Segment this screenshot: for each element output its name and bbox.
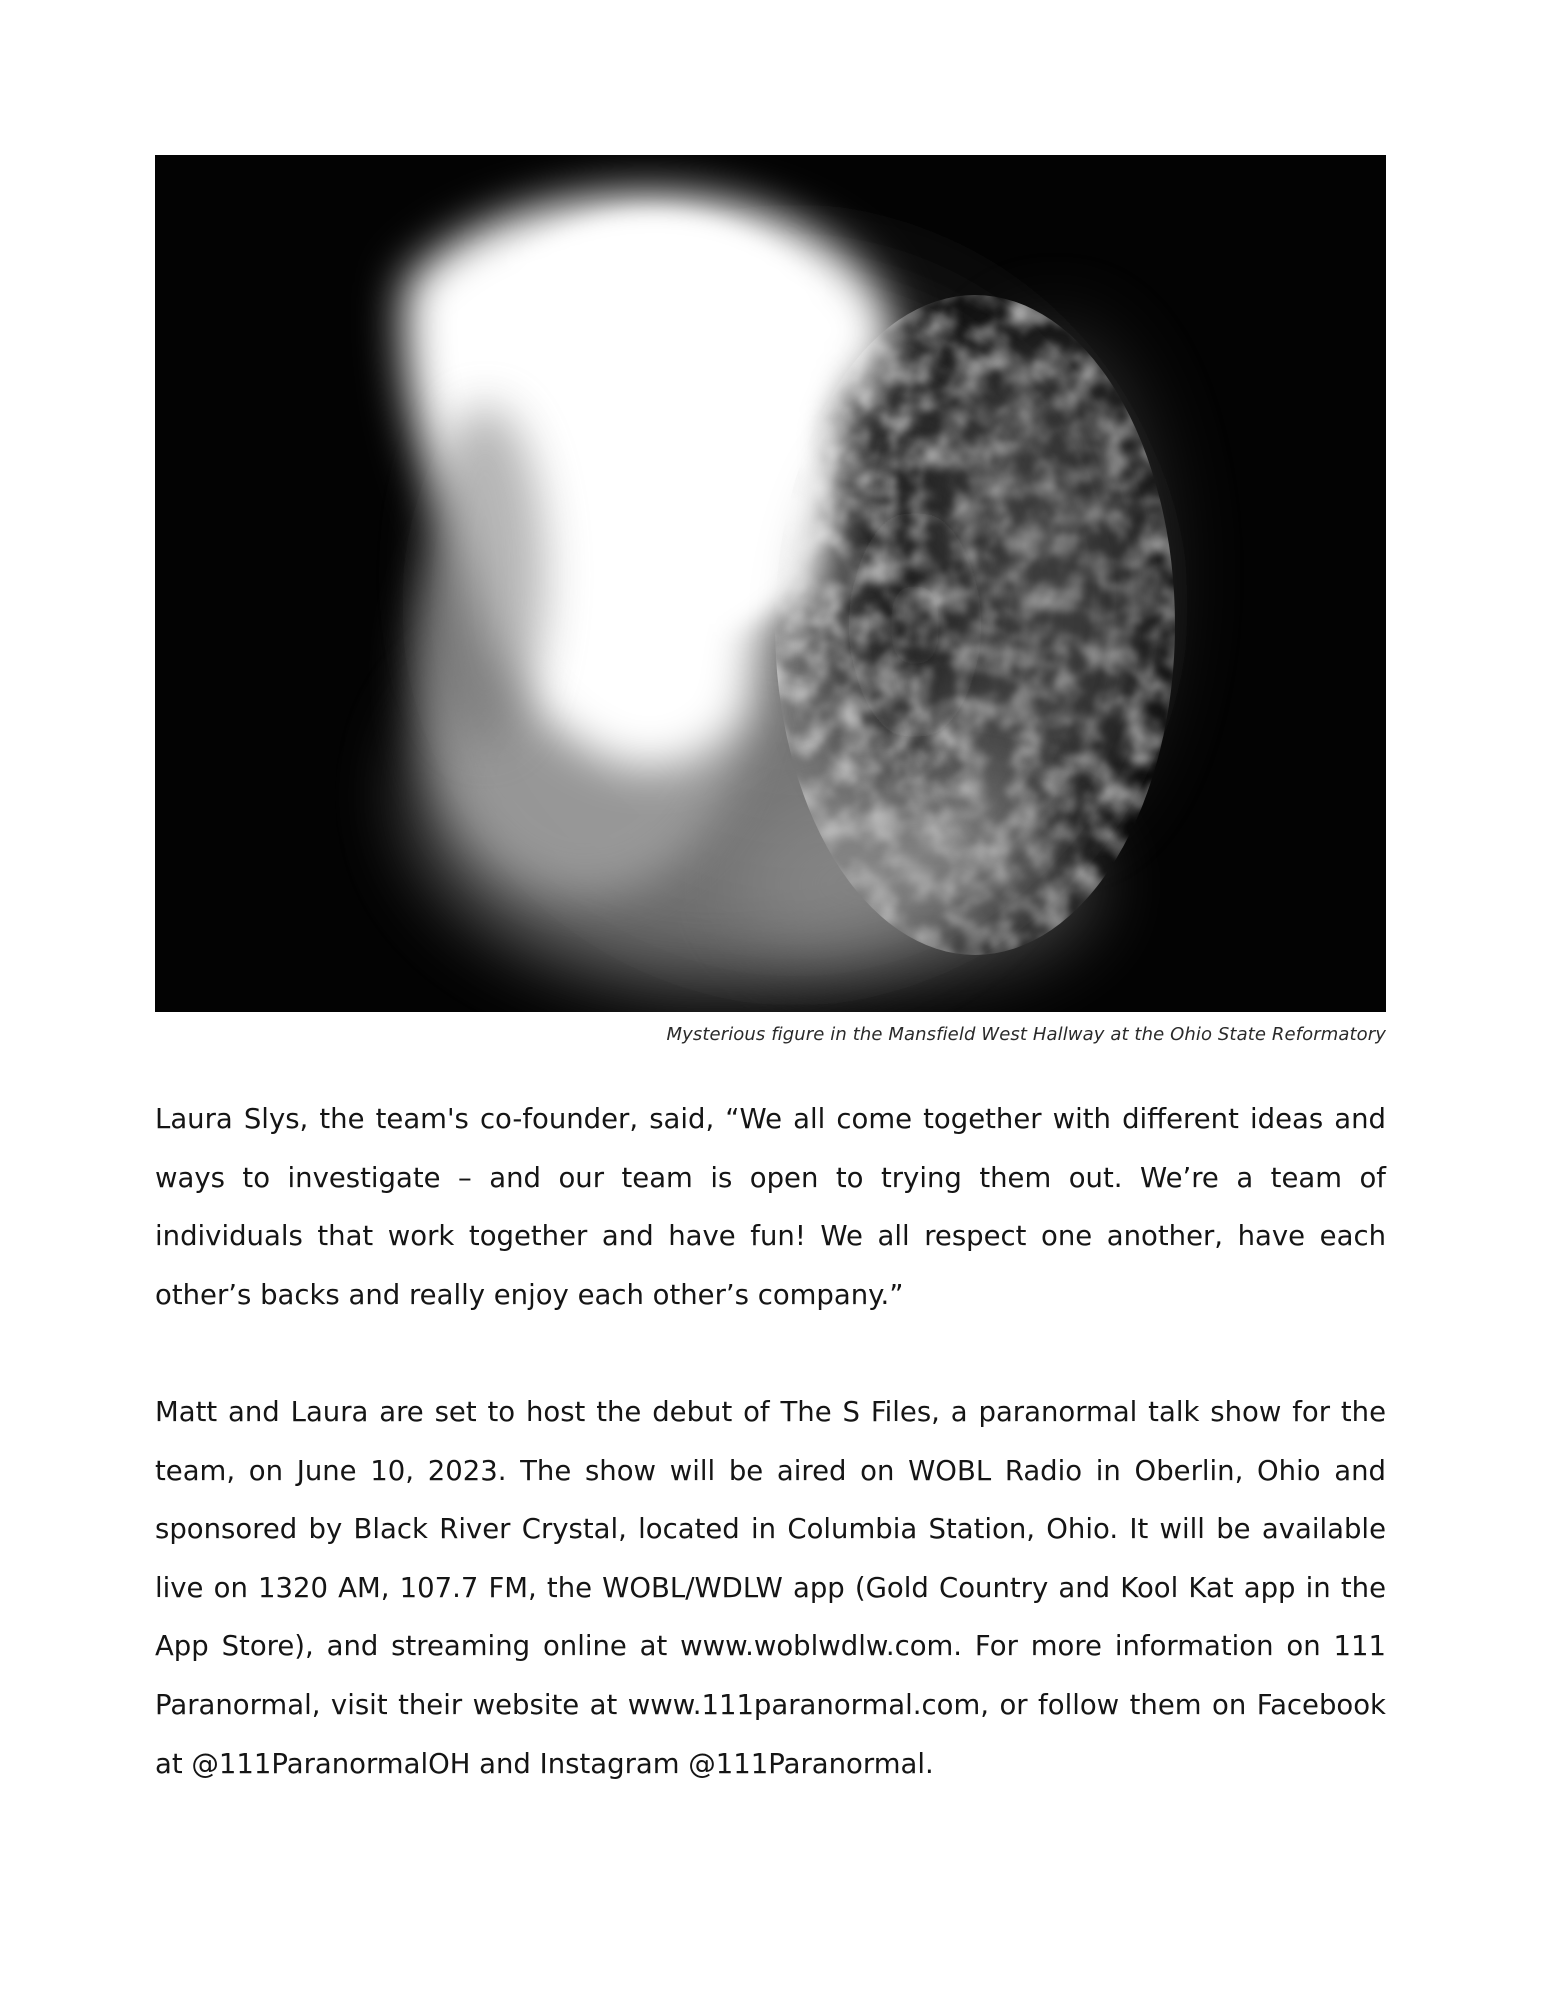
photo-caption: Mysterious figure in the Mansfield West Hallway at the Ohio State Reformatory xyxy=(666,1024,1386,1045)
body-paragraph-1: Laura Slys, the team's co-founder, said, “We all come together with different ideas and ways to investigate – and our team is open to trying them out. We’re a team of individuals that work together and have fun! We all respect one another, have each other’s backs and really enjoy each other’s company.” xyxy=(155,1103,1386,1311)
body-paragraph-2: Matt and Laura are set to host the debut of The S Files, a paranormal talk show for the team, on June 10, 2023. The show will be aired on WOBL Radio in Oberlin, Ohio and sponsored by Black River Crystal, located in Columbia Station, Ohio. It will be available live on 1320 AM, 107.7 FM, the WOBL/WDLW app (Gold Country and Kool Kat app in the App Store), and streaming online at www.woblwdlw.com. For more information on 111 Paranormal, visit their website at www.111paranormal.com, or follow them on Facebook at @111ParanormalOH and Instagram @111Paranormal. xyxy=(155,1396,1386,1780)
ghost-photo xyxy=(155,155,1386,1012)
ghost-figure-image xyxy=(155,155,1386,1012)
